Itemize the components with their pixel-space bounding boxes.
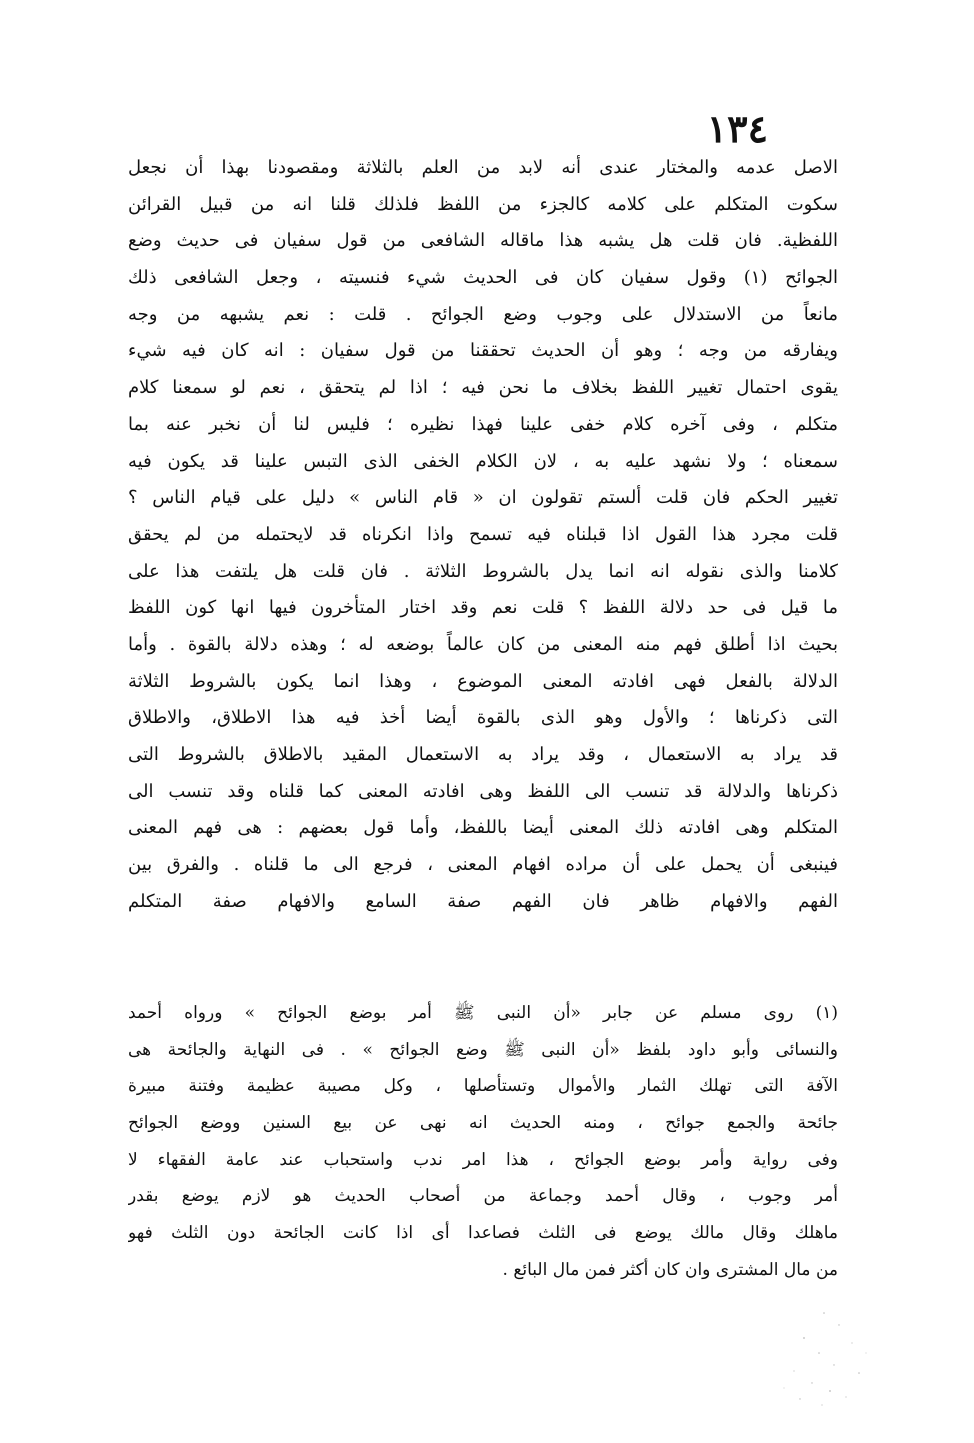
footnote-line: ماهلك وقال مالك يوضع فى الثلث فصاعدا أى اذا كانت الجائحة دون الثلث فهو — [128, 1223, 838, 1244]
body-line: الفهم والافهام ظاهر فان الفهم صفة السامع والافهام صفة المتكلم — [128, 890, 838, 912]
body-text — [128, 150, 838, 920]
body-line: ويفارقه من وجه ؛ وهو أن الحديث تحققنا من قول سفيان : انه كان فيه شيء — [128, 340, 838, 362]
footnote-line: أمر وجوب ، وقال أحمد وجماعة من أصحاب الحديث هو لازم يوضع بقدر — [128, 1186, 838, 1207]
body-line: بحيث اذا أطلق فهم منه المعنى من كان عالماً بوضعه له ؛ وهذه دلالة بالقوة . وأما — [128, 633, 838, 655]
body-line: ما قيل فى حد دلالة اللفظ ؟ قلت نعم وقد اختار المتأخرون فيها انها كون اللفظ — [128, 597, 838, 619]
footnote-line: الآفة التى تهلك الثمار والأموال وتستأصلها ، وكل مصيبة عظيمة وفتنة مبيرة — [128, 1076, 838, 1097]
body-line: متكلم ، وفى آخره كلام خفى علينا فهذا نظيره ؛ فليس لنا أن نخبر عنه بما — [128, 413, 838, 435]
body-line: فينبغى أن يحمل على أن مراده افهام المعنى ، فرجع الى ما قلناه . والفرق بين — [128, 854, 838, 876]
footnote-line: (١) روى مسلم عن جابر «أن النبى ﷺ أمر بوضع الجوائح » ورواه أحمد — [128, 1003, 838, 1023]
footnote-line: جائحة والجمع جوائح ، ومنه الحديث انه نهى عن بيع السنين ووضع الجوائح — [128, 1113, 838, 1134]
body-line: الجوائح (١) وقول سفيان كان فى الحديث شيء فنسيته ، وجعل الشافعى ذلك — [128, 267, 838, 289]
body-line: الاصل عدمه والمختار عندى أنه لابد من العلم بالثلاثة ومقصودنا بهذا أن نجعل — [128, 157, 838, 178]
body-line: سمعناه ؛ ولا نشهد عليه به ، لان الكلام الخفى الذى التبس علينا قد يكون فيه — [128, 450, 838, 472]
body-line: قلت مجرد هذا القول اذا قبلناه فيه تسمح واذا انكرناه قد لايحتمله من لم يحقق — [128, 523, 838, 545]
scan-speckle-decoration — [764, 1293, 884, 1413]
body-line: اللفظية. فان قلت هل يشبه هذا ماقاله الشافعى من قول سفيان فى حديث وضع — [128, 230, 838, 252]
body-line: تغيير الحكم فان قلت ألستم تقولون ان « قام الناس » دليل على قيام الناس ؟ — [128, 487, 838, 509]
footnote-line: والنسائى وأبو داود بلفظ «أن النبى ﷺ وضع الجوائح » . فى النهاية والجائحة هى — [128, 1039, 838, 1060]
body-line: ذكرناها والدلالة قد تنسب الى اللفظ وهى افادته المعنى كما قلناه وقد تنسب الى — [128, 780, 838, 802]
footnote-line: وفى رواية وأمر بوضع الجوائح ، هذا امر ندب واستحباب عند عامة الفقهاء لا — [128, 1149, 838, 1170]
body-line: سكوت المتكلم على كلامه كالجزء من اللفظ فلذلك قلنا انه من قبيل القرائن — [128, 193, 838, 215]
body-line: قد يراد به الاستعمال ، وقد يراد به الاستعمال المقيد بالاطلاق بالشروط التى — [128, 744, 838, 765]
footnote-line: من مال المشترى وان كان أكثر فمن مال البائع . — [502, 1259, 838, 1280]
body-line: المتكلم وهى افادته ذلك المعنى أيضا باللفظ، وأما قول بعضهم : هى فهم المعنى — [128, 817, 838, 839]
body-line: يقوى احتمال تغيير اللفظ بخلاف ما نحن فيه ؛ اذا لم يتحقق ، نعم لو سمعنا كلام — [128, 377, 838, 399]
body-line: مانعاً من الاستدلال على وجوب وضع الجوائح . قلت : نعم يشبهه من وجه — [128, 303, 838, 325]
page-number: ١٣٤ — [706, 106, 768, 151]
body-line: الدلالة بالفعل فهى افادته المعنى الموضوع ، وهذا انما يكون بالشروط الثلاثة — [128, 670, 838, 692]
body-line: كلامنا والذى نقوله انه انما يدل بالشروط الثلاثة . فان قلت هل يلتفت هذا على — [128, 560, 838, 582]
footnotes — [128, 995, 838, 1289]
body-line: التى ذكرناها ؛ والأول وهو الذى بالقوة أيضا أخذ فيه هذا الاطلاق، والاطلاق — [128, 707, 838, 729]
